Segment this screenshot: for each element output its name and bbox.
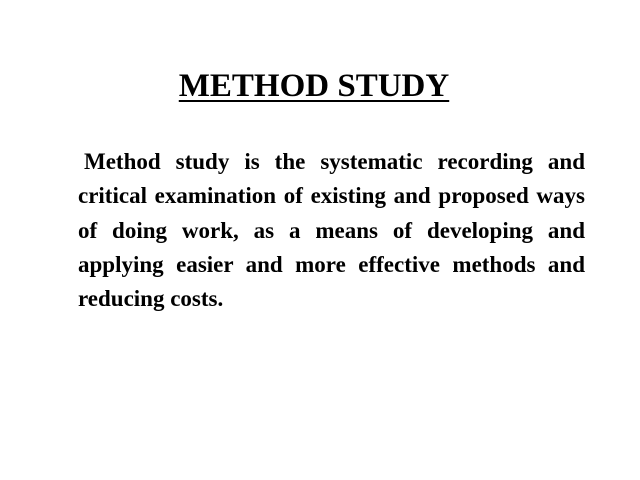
definition-paragraph: Method study is the systematic recording and critical examination of existing and proposed ways of doing work, as a means of developing and applying easier and more effective methods and reducing costs. xyxy=(78,149,585,312)
slide-title: METHOD STUDY xyxy=(178,68,450,104)
